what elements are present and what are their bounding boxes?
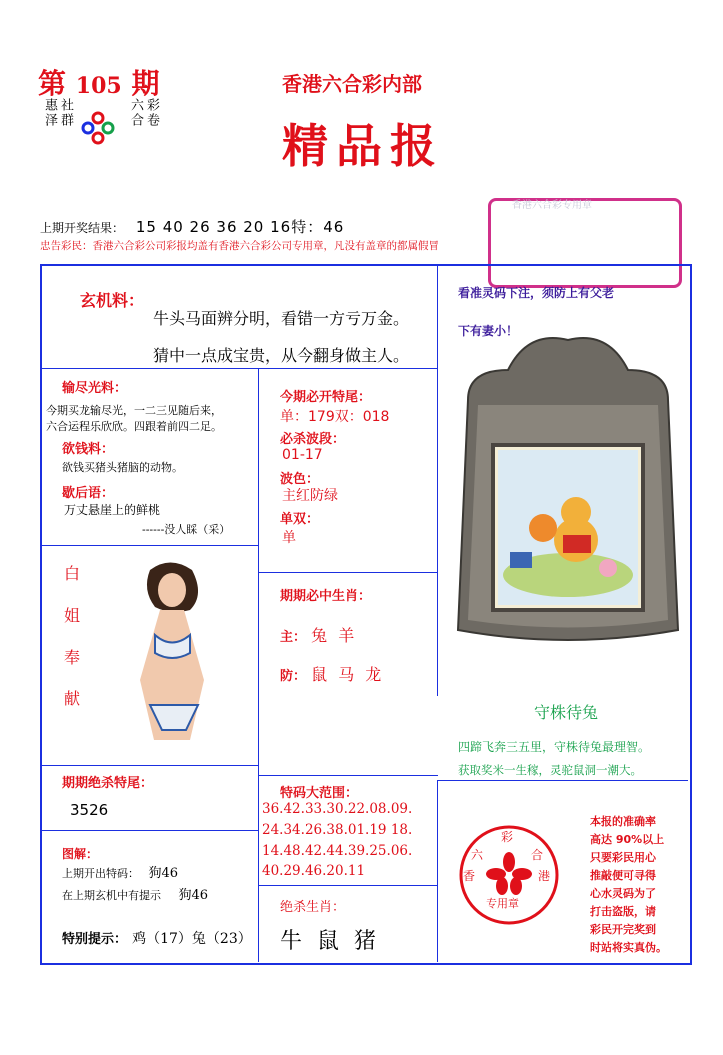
seal-top: 彩 — [501, 830, 514, 844]
xuanji-line1: 牛头马面辨分明，看错一方亏万金。 — [153, 309, 410, 328]
hline-mid-3 — [258, 885, 438, 886]
wave-color-label: 波色： — [280, 472, 320, 487]
model-photo — [120, 555, 220, 749]
issue-num: 105 — [75, 73, 122, 99]
hline-left-1 — [42, 545, 258, 546]
special-range-row-2: 24.34.26.38.01.19 18. — [262, 822, 413, 838]
diagram-line2 — [62, 884, 208, 903]
zodiac-main-label: 主： — [280, 630, 307, 645]
diagram-line1 — [62, 862, 178, 881]
girl-char-4: 献 — [64, 689, 81, 708]
tail-value: 单：179双：018 — [280, 409, 390, 425]
zodiac-label: 期期必中生肖： — [280, 589, 372, 604]
kill-tail-value: 3526 — [70, 801, 109, 819]
seal-right: 合 — [531, 848, 544, 862]
special-range-row-4: 40.29.46.20.11 — [262, 863, 366, 879]
xuanji-line2: 猜中一点成宝贵，从今翻身做主人。 — [153, 346, 410, 365]
xiehouyu-text: 万丈悬崖上的鲜桃 — [64, 503, 161, 517]
subtitle: 香港六合彩内部 — [282, 72, 422, 96]
xiehouyu-label: 歇后语： — [62, 486, 115, 501]
seal-bottom-right: 港 — [538, 869, 551, 883]
right-vertical-text — [128, 98, 158, 128]
yuqian-label: 欲钱料： — [62, 442, 115, 457]
shuchu-text1: 今期买龙输尽光，一二三见随后来， — [46, 404, 222, 417]
right-vertical-2: 彩卷 — [144, 98, 159, 128]
special-range-row-3: 14.48.42.44.39.25.06. — [262, 843, 413, 859]
zodiac-main-value: 兔 羊 — [311, 626, 358, 645]
special-range-label: 特码大范围： — [280, 786, 359, 801]
diagram-line1-value: 狗46 — [148, 866, 179, 881]
accuracy-line: 推敲便可寻得 — [590, 869, 656, 882]
wave-color-value: 主红防绿 — [282, 488, 338, 504]
issue-suffix: 期 — [131, 67, 160, 100]
hline-xuanji-bottom — [42, 368, 438, 369]
kill-zodiac-value: 牛 鼠 猪 — [280, 929, 380, 954]
diagram-line2-label: 在上期玄机中有提示 — [62, 889, 161, 902]
odd-even-label: 单双： — [280, 512, 320, 527]
accuracy-line: 时站将实真伪。 — [590, 941, 667, 954]
right-panel-poem2: 获取奖米一生稼，灵驼鼠洞一潮大。 — [458, 763, 642, 777]
zodiac-guard-value: 鼠 马 龙 — [311, 665, 385, 684]
right-panel-line1: 看准灵码下注，须防上有父老 — [458, 286, 615, 300]
left-vertical-1: 惠泽 — [42, 98, 57, 128]
diagram-line2-value: 狗46 — [178, 888, 209, 903]
xuanji-label: 玄机料： — [80, 291, 145, 310]
page-title: 精品报 — [282, 119, 444, 173]
hint-label: 特别提示： — [62, 932, 128, 947]
accuracy-line: 打击盗版，请 — [590, 905, 656, 918]
kill-tail-label: 期期绝杀特尾： — [62, 776, 154, 791]
accuracy-line: 彩民开完奖到 — [590, 923, 656, 936]
accuracy-line: 心水灵码为了 — [590, 887, 656, 900]
right-panel-line2: 下有妻小！ — [458, 324, 519, 338]
result-line — [40, 216, 344, 237]
xiehouyu-author: ------没人睬（采） — [142, 523, 231, 536]
seal-bottom-left: 香 — [463, 869, 476, 883]
accuracy-line: 高达 90%以上 — [590, 833, 665, 846]
divider-mid-bottom — [437, 780, 438, 962]
seal-base: 专用章 — [486, 897, 519, 910]
result-label: 上期开奖结果： — [40, 221, 125, 235]
yuqian-text: 欲钱买猪头猪脑的动物。 — [62, 461, 183, 474]
shuchu-label: 输尽光料： — [62, 381, 128, 396]
accuracy-line: 只要彩民用心 — [590, 851, 656, 864]
accuracy-block — [590, 813, 686, 957]
diagram-line1-label: 上期开出特码： — [62, 867, 139, 880]
girl-char-3: 奉 — [64, 648, 81, 667]
hline-left-3 — [42, 830, 258, 831]
zodiac-main — [280, 623, 357, 646]
hline-right-1 — [438, 780, 688, 781]
result-value: 15 40 26 36 20 16特：46 — [135, 218, 345, 236]
hline-mid-2 — [258, 775, 438, 776]
girl-char-1: 白 — [64, 564, 81, 583]
kill-zodiac-label: 绝杀生肖： — [280, 900, 346, 915]
left-vertical-2: 社群 — [58, 98, 73, 128]
warning-text: 忠告彩民：香港六合彩公司彩报均盖有香港六合彩公司专用章，凡没有盖章的都属假冒 — [40, 240, 439, 252]
zodiac-guard — [280, 662, 384, 685]
tail-label: 今期必开特尾： — [280, 390, 372, 405]
hint — [62, 928, 252, 948]
hint-value: 鸡（17）兔（23） — [132, 931, 252, 947]
hline-left-2 — [42, 765, 258, 766]
odd-even-value: 单 — [282, 530, 296, 546]
accuracy-line: 本报的准确率 — [590, 815, 656, 828]
picture-frame — [448, 330, 688, 645]
zodiac-guard-label: 防： — [280, 669, 307, 684]
shuchu-text2: 六合运程乐欣欣。四跟着前四二足。 — [46, 420, 222, 433]
divider-right-panel — [437, 266, 438, 696]
hline-mid-1 — [258, 572, 438, 573]
issue-prefix: 第 — [38, 67, 67, 100]
wave-segment-label: 必杀波段： — [280, 432, 346, 447]
girl-char-2: 姐 — [64, 606, 81, 625]
issue-number — [38, 62, 159, 102]
right-vertical-1: 六合 — [128, 98, 143, 128]
diagram-label: 图解： — [62, 847, 99, 861]
special-range-row-1: 36.42.33.30.22.08.09. — [262, 801, 413, 817]
right-panel-poem1: 四蹄飞奔三五里，守株待兔最理智。 — [458, 740, 651, 754]
logo-rings — [80, 110, 116, 150]
left-vertical-text — [42, 98, 72, 128]
right-panel-caption: 守株待兔 — [534, 703, 599, 722]
seal-left: 六 — [471, 848, 484, 862]
wave-segment-value: 01-17 — [282, 447, 323, 463]
stamp-ghost-text: 香港六合彩专用章 — [512, 200, 592, 211]
divider-left-mid — [258, 368, 259, 962]
